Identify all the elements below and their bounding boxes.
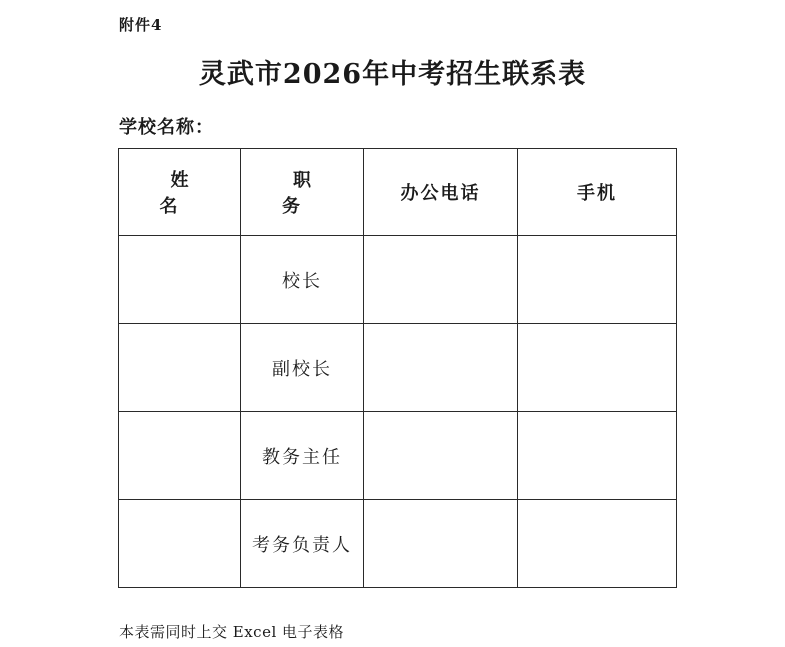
school-name-label: 学校名称： — [119, 117, 214, 138]
attachment-label: 附件4 — [119, 16, 163, 34]
name-cell[interactable] — [119, 412, 241, 500]
contact-table — [118, 148, 677, 588]
office-phone-cell[interactable] — [364, 412, 518, 500]
footnote: 本表需同时上交 Excel 电子表格 — [119, 623, 345, 641]
mobile-cell[interactable] — [518, 412, 677, 500]
name-cell[interactable] — [119, 500, 241, 588]
column-header-position: 职 务 — [241, 149, 364, 236]
position-cell: 校长 — [241, 236, 364, 324]
office-phone-cell[interactable] — [364, 324, 518, 412]
mobile-cell[interactable] — [518, 324, 677, 412]
name-cell[interactable] — [119, 236, 241, 324]
column-header-office-phone: 办公电话 — [364, 149, 518, 236]
column-header-name: 姓 名 — [119, 149, 241, 236]
office-phone-cell[interactable] — [364, 236, 518, 324]
office-phone-cell[interactable] — [364, 500, 518, 588]
mobile-cell[interactable] — [518, 500, 677, 588]
table-row — [119, 412, 677, 500]
name-cell[interactable] — [119, 324, 241, 412]
document-title: 灵武市2026年中考招生联系表 — [198, 59, 587, 90]
position-cell: 考务负责人 — [241, 500, 364, 588]
table-header-row — [119, 149, 677, 236]
table-row — [119, 324, 677, 412]
position-cell: 教务主任 — [241, 412, 364, 500]
column-header-mobile: 手机 — [518, 149, 677, 236]
table-row — [119, 500, 677, 588]
table-row — [119, 236, 677, 324]
position-cell: 副校长 — [241, 324, 364, 412]
mobile-cell[interactable] — [518, 236, 677, 324]
